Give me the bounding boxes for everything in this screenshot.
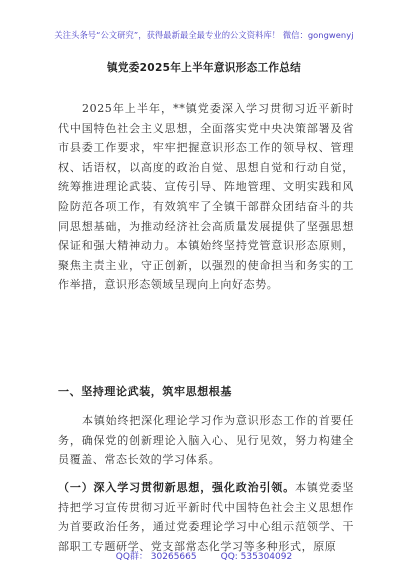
intro-paragraph: 2025年上半年，**镇党委深入学习贯彻习近平新时代中国特色社会主义思想，全面落实党中央决策部署及省市县委工作要求，牢牢把握意识形态工作的领导权、管理权、话语权，以高度的政治自觉、思想自觉和行动自觉，统筹推进理论武装、宣传引导、阵地管理、文明实践和风险防范各项工作，有效筑牢了全镇干部群众团结奋斗的共同思想基础，为推动经济社会高质量发展提供了坚强思想保证和强大精神动力。本镇始终坚持党管意识形态原则，聚焦主责主业，守正创新，以强烈的使命担当和务实的工作举措，意识形态领域呈现向上向好态势。 [58, 102, 354, 292]
footer-contact [0, 549, 408, 562]
subsection-1-text: 本镇党委坚持把学习宣传贯彻习近平新时代中国特色社会主义思想作为首要政治任务，通过党委理论学习中心组示范领学、干部职工专题研学、党支部常态化学习等多种形式，原原 [58, 481, 354, 553]
header-promo-note: 关注头条号“公文研究”，获得最新最全最专业的公文资料库！ 微信：gongwenyj [54, 30, 354, 40]
footer-qq-contact: QQ: 535304092 [220, 552, 293, 562]
section-heading-1: 一、坚持理论武装，筑牢思想根基 [58, 385, 232, 398]
document-title: 镇党委2025年上半年意识形态工作总结 [106, 62, 302, 74]
section-1-paragraph: 本镇始终把深化理论学习作为意识形态工作的首要任务，确保党的创新理论入脑入心、见行见效，努力构建全员覆盖、常态长效的学习体系。 [58, 414, 354, 467]
footer-qq-group: QQ群： 30265665 [115, 552, 197, 562]
subsection-1-paragraph [58, 478, 354, 556]
subsection-heading-1: （一）深入学习贯彻新思想，强化政治引领。 [58, 481, 295, 494]
